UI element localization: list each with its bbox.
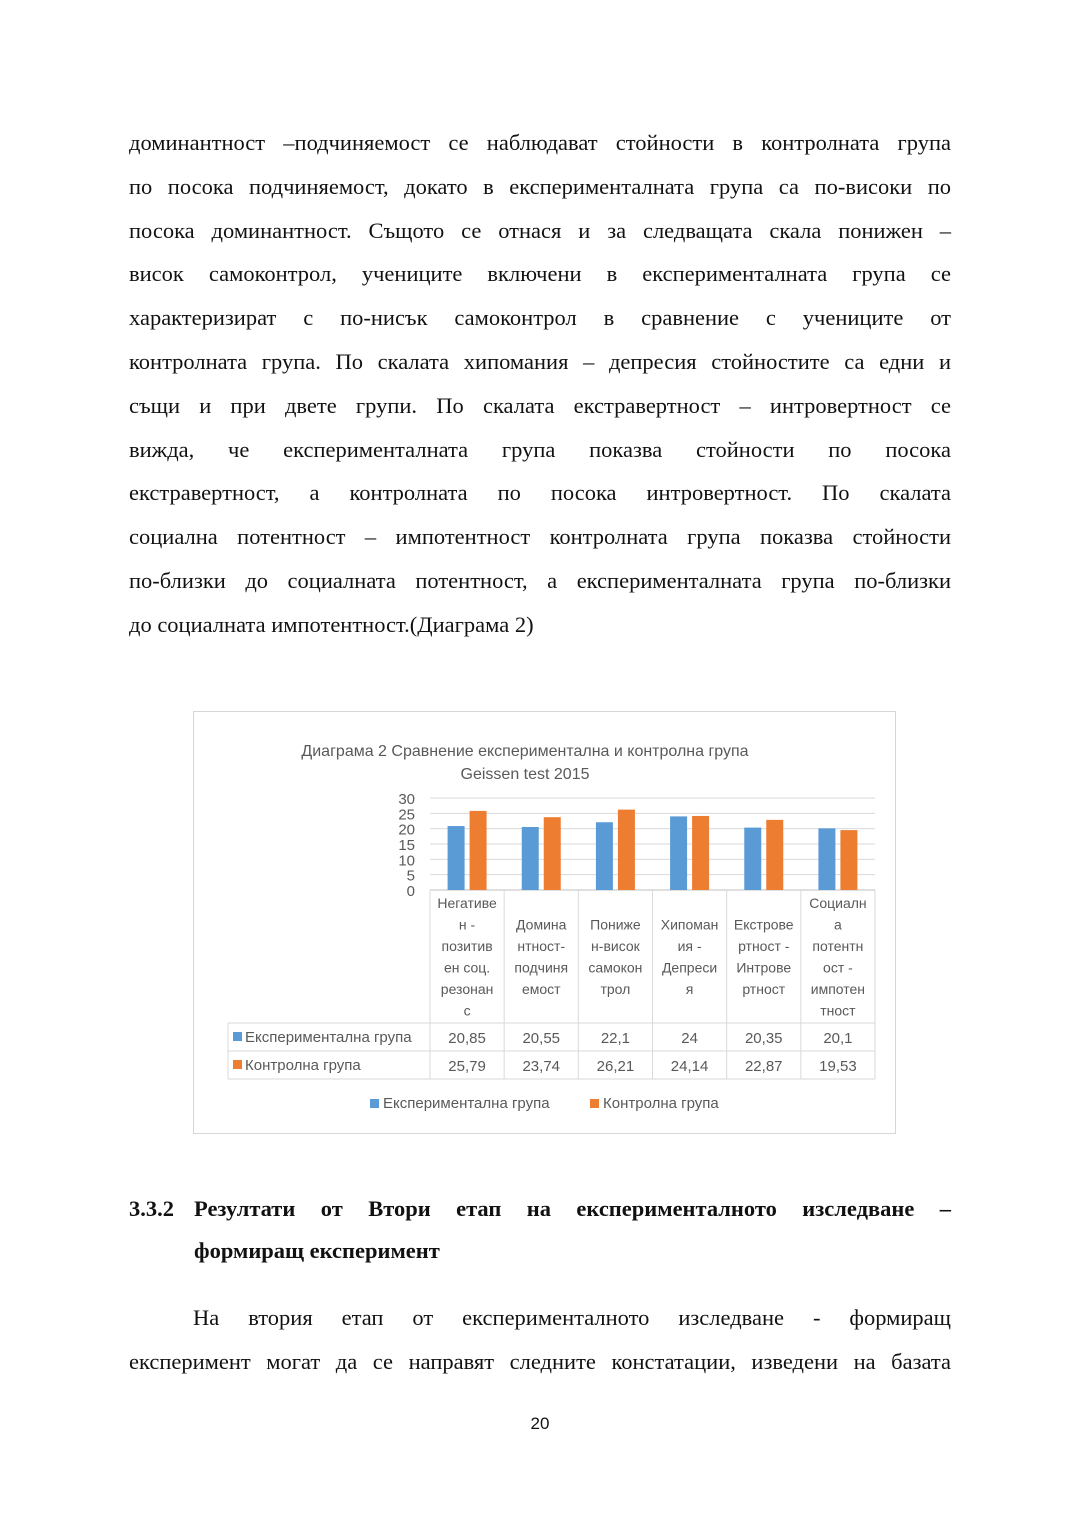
- bar: [840, 830, 857, 890]
- category-label: резонан: [440, 981, 494, 997]
- category-label: Депреси: [661, 959, 718, 976]
- bar: [544, 817, 561, 890]
- category-label: ост -: [823, 959, 853, 976]
- bar: [818, 828, 835, 890]
- y-tick-label: 20: [398, 821, 415, 839]
- category-label: ртност: [742, 981, 786, 997]
- category-label: Интрове: [736, 959, 792, 976]
- y-tick-label: 10: [398, 852, 415, 870]
- text-line: На втория етап от експерименталното изследване - формиращ: [193, 1305, 951, 1330]
- chart-container: [193, 711, 896, 1134]
- y-tick-label: 0: [406, 883, 415, 900]
- category-label: Негативе: [437, 895, 497, 911]
- text-line: висок самоконтрол, учениците включени в експерименталната група се: [129, 261, 951, 287]
- chart-title: Диаграма 2 Сравнение експериментална и контролна група: [301, 743, 749, 760]
- body-paragraph: [129, 121, 951, 647]
- bar: [596, 822, 613, 890]
- text-line: експеримент могат да се направят следните констатации, изведени на базата: [129, 1348, 951, 1374]
- legend-label: Експериментална група: [383, 1095, 550, 1112]
- category-label: ртност -: [738, 938, 790, 954]
- category-label: позитив: [441, 938, 493, 954]
- legend-swatch: [370, 1099, 379, 1108]
- section-heading: [129, 1196, 951, 1276]
- category-label: н -: [458, 916, 476, 933]
- category-label: ия -: [677, 938, 702, 954]
- page-number: 20: [530, 1414, 550, 1433]
- chart-subtitle: Geissen test 2015: [460, 766, 590, 783]
- y-tick-label: 15: [398, 837, 415, 854]
- data-value-label: 20,35: [744, 1030, 783, 1047]
- text-line: характеризират с по-нисък самоконтрол в сравнение с учениците от: [129, 305, 951, 331]
- category-label: Социалн: [809, 895, 867, 911]
- category-label: трол: [600, 981, 631, 997]
- data-value-label: 23,74: [522, 1058, 561, 1075]
- y-tick-label: 5: [406, 867, 415, 885]
- data-value-label: 22,1: [600, 1030, 631, 1047]
- bar: [692, 816, 709, 890]
- legend-key: [233, 1032, 242, 1041]
- legend-key: [233, 1060, 242, 1069]
- legend-swatch: [590, 1099, 599, 1108]
- bar-chart: [194, 712, 897, 1135]
- category-label: ен соц.: [443, 959, 491, 976]
- text-line: по посока подчиняемост, докато в експерименталната група са по-високи по: [129, 173, 951, 199]
- bar: [618, 810, 635, 890]
- text-line: вижда, че експерименталната група показва стойности по посока: [129, 436, 951, 462]
- bar: [766, 820, 783, 890]
- bar: [448, 826, 465, 890]
- category-label: тност: [820, 1002, 856, 1019]
- category-label: потентн: [812, 938, 864, 954]
- data-value-label: 24: [681, 1030, 698, 1047]
- body-paragraph: [129, 1296, 951, 1384]
- text-line: контролната група. По скалата хипомания – депресия стойностите са едни и: [129, 348, 951, 374]
- data-value-label: 26,21: [596, 1058, 635, 1075]
- data-value-label: 19,53: [819, 1058, 857, 1075]
- text-line: до социалната импотентност.(Диаграма 2): [129, 611, 534, 637]
- series-row-label: Контролна група: [245, 1057, 361, 1074]
- bar: [522, 827, 539, 890]
- y-tick-label: 25: [398, 806, 415, 824]
- category-label: нтност-: [517, 938, 566, 954]
- category-label: я: [685, 981, 694, 997]
- data-value-label: 25,79: [448, 1058, 486, 1075]
- category-label: Пониже: [590, 916, 641, 933]
- category-label: подчиня: [514, 959, 569, 976]
- y-tick-label: 30: [398, 791, 415, 808]
- category-label: Екстрове: [733, 916, 794, 933]
- section-title-line: формиращ експеримент: [194, 1238, 440, 1263]
- section-number: 3.3.2: [129, 1196, 174, 1221]
- category-label: Домина: [516, 916, 567, 933]
- legend-label: Контролна група: [603, 1095, 719, 1112]
- category-label: н-висок: [591, 938, 640, 954]
- bar: [470, 811, 487, 890]
- category-label: емост: [521, 981, 561, 997]
- category-label: самокон: [588, 959, 643, 976]
- text-line: социална потентност – импотентност контролната група показва стойности: [129, 524, 951, 550]
- data-value-label: 22,87: [744, 1058, 783, 1075]
- category-label: а: [834, 916, 842, 933]
- bar: [744, 828, 761, 890]
- data-value-label: 20,55: [522, 1030, 561, 1047]
- section-title-line: Резултати от Втори етап на експерименталното изследване –: [194, 1196, 951, 1221]
- series-row-label: Експериментална група: [245, 1029, 412, 1046]
- text-line: посока доминантност. Същото се отнася и за следващата скала понижен –: [129, 217, 951, 243]
- data-value-label: 24,14: [670, 1058, 709, 1075]
- text-line: същи и при двете групи. По скалата екстравертност – интровертност се: [129, 392, 951, 418]
- text-line: по-близки до социалната потентност, а експерименталната група по-близки: [129, 567, 951, 593]
- bar: [670, 816, 687, 890]
- category-label: импотен: [810, 981, 866, 997]
- data-value-label: 20,1: [823, 1030, 853, 1047]
- category-label: с: [463, 1002, 471, 1019]
- data-value-label: 20,85: [448, 1030, 486, 1047]
- text-line: екстравертност, а контролната по посока интровертност. По скалата: [129, 480, 951, 506]
- category-label: Хипоман: [660, 916, 719, 933]
- text-line: доминантност –подчиняемост се наблюдават стойности в контролната група: [129, 130, 951, 155]
